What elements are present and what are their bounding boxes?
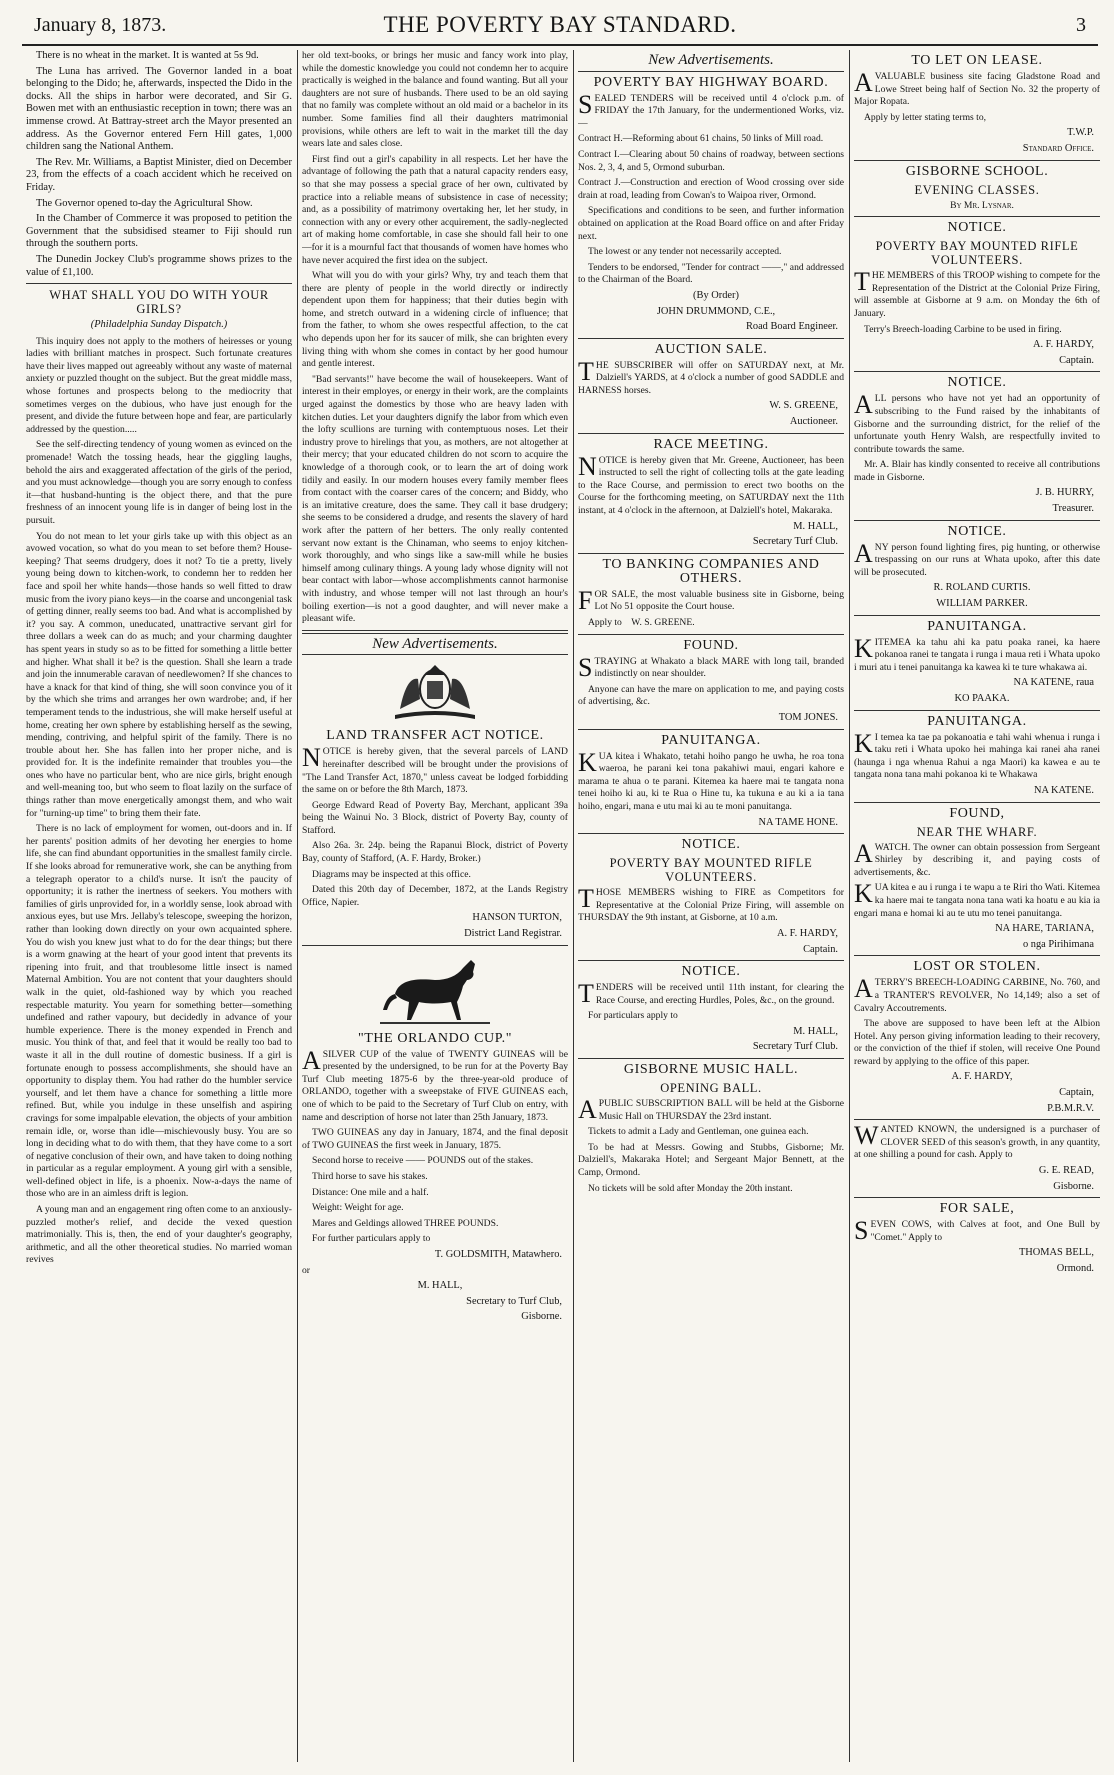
notice-body: STRAYING at Whakato a black MARE with long tail, branded indistinctly on near shoulder. <box>578 652 844 682</box>
notice-subtitle: NEAR THE WHARF. <box>916 824 1038 839</box>
notice-body: K I temea ka tae pa pokanoatia e tahi wahi whenua i runga i taku reti i Whata upoko hei mahinga kai ranei aha ranei (haunga i nga whenua Rahui a nga Maori) ka kawea e au te tangata nona tana mahi pokanoa ki te Whakawa <box>854 728 1100 781</box>
notice-title: PANUITANGA. <box>661 732 761 748</box>
notice-body: THE SUBSCRIBER will offer on SATURDAY next, at Mr. Dalziell's YARDS, at 4 o'clock a number of good SADDLE and HARNESS horses. <box>578 356 844 396</box>
notice-body: No tickets will be sold after Monday the 20th instant. <box>588 1182 793 1194</box>
drop-cap: T <box>578 356 594 386</box>
signature: Treasurer. <box>1052 503 1094 515</box>
signature: o nga Pirihimana <box>1023 938 1094 950</box>
article-paragraph: This inquiry does not apply to the mothers of heiresses or young ladies with brilliant matches in prospect. Such fortunate creatures have their lives mapped out agreeably without any waste of maternal anxiety or puzzled thought on the subject. But the great middle mass, whose fortunes and prospects belong to the mediocrity that sometimes verges on the dubious, who have just enough for the present, and divide the future between hope and fear, are particularly addressed by the question..... <box>26 335 292 435</box>
notice-body: Tenders to be endorsed, "Tender for contract ——," and addressed to the Chairman of the Board. <box>578 261 844 286</box>
notice-body: Also 26a. 3r. 24p. being the Rapanui Block, district of Poverty Bay, county of Stafford, (A. F. Hardy, Broker.) <box>302 840 568 865</box>
drop-cap: A <box>854 68 873 97</box>
drop-cap: S <box>854 1216 869 1246</box>
racehorse-icon <box>375 950 495 1028</box>
article-paragraph: What will you do with your girls? Why, try and teach them that there are plenty of people in the world directly or indirectly dependent upon them for happiness; that their duties begin with home, and stretch outward in a widening circle of influence; that from the father, to whom she owes respectful affection, to the cat who depends upon her for its saucer of milk, she can brighten every living thing with whom she comes in contact by her good humour and gentle interest. <box>302 270 568 370</box>
signature: Road Board Engineer. <box>745 321 838 333</box>
divider <box>854 520 1100 521</box>
signature: M. HALL, <box>417 1280 463 1292</box>
notice-title: RACE MEETING. <box>653 436 769 452</box>
column-3 <box>578 50 844 1765</box>
notice-body: AVALUABLE business site facing Gladstone Road and Lowe Street being half of Section No. 32 the property of Major Ropata. <box>854 68 1100 108</box>
royal-coat-of-arms-icon <box>380 659 490 725</box>
signature: HANSON TURTON, <box>472 912 562 924</box>
signature: Captain. <box>803 943 838 955</box>
notice-byline: By Mr. Lysnar. <box>950 199 1014 211</box>
notice-body: Contract I.—Clearing about 50 chains of roadway, between sections Nos. 2, 3, 4, and 5, Ormond suburban. <box>578 148 844 173</box>
column-rule <box>849 50 850 1762</box>
signature: M. HALL, <box>793 1025 838 1037</box>
notice-body: To be had at Messrs. Gowing and Stubbs, Gisborne; Mr. Dalziell's, Makaraka Hotel; and Sergeant Major Bennett, at the Camp, Ormond. <box>578 1141 844 1179</box>
notice-title: NOTICE. <box>681 837 741 853</box>
divider <box>854 955 1100 956</box>
news-item: In the Chamber of Commerce it was proposed to petition the Government that the subsidised steamer to Fiji should run through the southern ports. <box>26 213 292 250</box>
signature: (By Order) <box>693 289 739 301</box>
notice-body: For further particulars apply to <box>312 1233 431 1245</box>
drop-cap: A <box>854 538 873 568</box>
notice-title: POVERTY BAY HIGHWAY BOARD. <box>593 74 829 90</box>
signature: G. E. READ, <box>1038 1165 1094 1177</box>
column-2 <box>302 50 568 1765</box>
notice-title: LAND TRANSFER ACT NOTICE. <box>326 728 544 744</box>
notice-body: Mr. A. Blair has kindly consented to receive all contributions made in Gisborne. <box>854 459 1100 483</box>
drop-cap: A <box>578 1095 597 1125</box>
notice-body: Weight: Weight for age. <box>312 1202 404 1214</box>
notice-title: FOUND. <box>683 637 739 653</box>
drop-cap: K <box>854 879 873 909</box>
signature: TOM JONES. <box>778 711 838 723</box>
signature: NA TAME HONE. <box>758 816 838 828</box>
issue-date: January 8, 1873. <box>34 14 167 36</box>
signature: Auctioneer. <box>789 416 838 428</box>
notice-title: NOTICE. <box>681 964 741 980</box>
article-title: WHAT SHALL YOU DO WITH YOUR GIRLS? <box>49 288 269 317</box>
notice-body: Anyone can have the mare on application to me, and paying costs of advertising, &c. <box>578 683 844 708</box>
drop-cap: N <box>302 743 321 773</box>
notice-body: Mares and Geldings allowed THREE POUNDS. <box>312 1217 499 1229</box>
notice-title: GISBORNE SCHOOL. <box>905 163 1049 179</box>
signature: T. GOLDSMITH, Matawhero. <box>434 1248 562 1260</box>
signature: Ormond. <box>1056 1263 1094 1274</box>
notice-body: ASILVER CUP of the value of TWENTY GUINEAS will be presented by the undersigned, to be run for at the Poverty Bay Turf Club meeting 1875-6 by the three-year-old produce of ORLANDO, together with a sweepstake of FIVE GUINEAS each, one of which to be paid to the Secretary of Turf Club on entry, with name and description of horse not later than 25th January, 1873. <box>302 1045 568 1123</box>
drop-cap: F <box>578 585 593 615</box>
signature: P.B.M.R.V. <box>1047 1102 1094 1114</box>
notice-body: NOTICE is hereby given that Mr. Greene, Auctioneer, has been instructed to sell the right of collecting tolls at the gate leading to the Race Course, and permission to erect two booths on the Course for the forthcoming meeting, on SATURDAY next the 11th instant, at 4 o'clock in the afternoon, at Dalziell's hotel, Makaraka. <box>578 451 844 517</box>
divider <box>578 833 844 834</box>
article-paragraph: There is no lack of employment for women, out-doors and in. If her parents' position admits of her devoting her energies to home life, she can find abundant opportunities in the smallest family circle. If she looks abroad for remunerative work, she can be anything from a telegraph operator to a child's nurse. It isn't the paucity of opportunity; it is rather the inertness of seekers. You mothers with families of girls unprovided for, in a worldly sense, look abroad with anxious eyes, but use Mrs. Jellaby's telescope, sweeping the horizon, rather than looking down directly on your own acquainted sphere. You do wish you knew just what to do for the dear things; but there is a worm gnawing at the heart of your good intent that prevents its ripening into fruit, and that troublesome little insect is named Maternal Ambition. You are not content that your daughters should walk in the quiet, old-fashioned way by which you reached respectable maturity. You yearn for something better—something undefined and rather vapoury, but decidedly in advance of your humble experience. There is the money expended in French and music. You think of that, and feel that it would be really too bad to waste it all in the dull routine of domestic business. If a girl is fortunate enough to possess accomplishments, she should have an opportunity to display them. You had rather do the humbler service yourself, and let them have a chance for something a little more refined. But, while you indulge in these unselfish and aspiring cravings for some impalpable elevation, the objects of your ambition remain idle, or, worse than idle—mischievously busy. You are so long in deciding what to do with them, that they have come to a sort of negative conclusion of their own, and have taken to doing nothing in particular as a regular employment. A young girl with a sensible, well-defined object in life, is a phoenix. Now-a-days the name of those who are in an aimless drift is legion. <box>26 823 292 1200</box>
notice-title: GISBORNE MUSIC HALL. <box>623 1062 799 1078</box>
notice-subtitle: POVERTY BAY MOUNTED RIFLE VOLUNTEERS. <box>609 856 813 885</box>
masthead <box>22 6 1098 46</box>
notice-body: TWO GUINEAS any day in January, 1874, and the final deposit of TWO GUINEAS the first week in January, 1875. <box>302 1127 568 1151</box>
notice-body: SEALED TENDERS will be received until 4 o'clock p.m. of FRIDAY the 17th January, for the undermentioned Works, viz.— <box>578 89 844 129</box>
notice-body: TENDERS will be received until 11th instant, for clearing the Race Course, and erecting Hurdles, Poles, &c., on the ground. <box>578 979 844 1009</box>
signature: Captain. <box>1059 354 1094 366</box>
drop-cap: N <box>578 451 597 481</box>
notice-subtitle: POVERTY BAY MOUNTED RIFLE VOLUNTEERS. <box>875 239 1079 268</box>
signature: JOHN DRUMMOND, C.E., <box>656 305 776 317</box>
notice-body: AWATCH. The owner can obtain possession from Sergeant Shirley by describing it, and paying costs of advertisements, &c. <box>854 838 1100 878</box>
divider <box>578 433 844 434</box>
signature-or: or <box>302 1264 310 1276</box>
notice-body: ATERRY'S BREECH-LOADING CARBINE, No. 760, and a TRANTER'S REVOLVER, No 14,149; also a set of Cavalry Accoutrements. <box>854 974 1100 1014</box>
news-item: The Rev. Mr. Williams, a Baptist Minister, died on December 23, from the effects of a coach accident which he received on Friday. <box>26 156 292 193</box>
signature: THOMAS BELL, <box>1018 1247 1094 1259</box>
signature: T.W.P. <box>1067 127 1094 139</box>
drop-cap: A <box>854 974 873 1004</box>
notice-title: PANUITANGA. <box>927 713 1027 729</box>
drop-cap: S <box>578 89 593 119</box>
notice-body: Tickets to admit a Lady and Gentleman, one guinea each. <box>588 1126 809 1138</box>
divider <box>854 216 1100 217</box>
notice-title: PANUITANGA. <box>927 618 1027 634</box>
news-item: The Dunedin Jockey Club's programme shows prizes to the value of £1,100. <box>26 253 292 278</box>
notice-subtitle: EVENING CLASSES. <box>914 182 1040 197</box>
signature: Captain, <box>1059 1087 1094 1099</box>
new-advertisements-banner: New Advertisements. <box>648 52 774 68</box>
notice-title: FOUND, <box>949 805 1005 821</box>
divider <box>578 338 844 339</box>
notice-body: WANTED KNOWN, the undersigned is a purchaser of CLOVER SEED of this season's growth, in any quantity, at one shilling a pound for cash. Apply to <box>854 1121 1100 1161</box>
column-4 <box>854 50 1100 1765</box>
signature: WILLIAM PARKER. <box>936 598 1028 610</box>
notice-body: KUA kitea e au i runga i te wapu a te Riri tho Wati. Kitemea ka haere mai te tangata nona tana wati ka hoatu e au kia ia engari mana e homai ki au te utu mo tenei panuitanga. <box>854 879 1100 919</box>
drop-cap: K <box>854 728 873 758</box>
divider <box>854 371 1100 372</box>
notice-title: NOTICE. <box>947 523 1007 539</box>
notice-body: KITEMEA ka tahu ahi ka patu poaka ranei, ka haere pokanoa ranei te tangata i runga i maua reti i Whata upoko i muri atu i tenei panuitanga ka kawea ki te ture whakawa ai. <box>854 633 1100 673</box>
divider <box>578 960 844 961</box>
article-paragraph: her old text-books, or brings her music and fancy work into play, while the domestic knowledge you could not condemn her to acquire practically is weighed in the balance and found wanting. But all your daughters are not sure of husbands. There used to be an old saying that no family was complete without an old maid or a bachelor in its number. Some families find all their daughters matrimonial provisions, while others are left to wait in the market till the day wears late and sales close. <box>302 50 568 150</box>
article-paragraph: A young man and an engagement ring often come to an anxiously-puzzled mother's relief, and decide the vexed question matrimonially. This is, then, the end of your daughter's geography, arithmetic, and all the other theoretical studies. No married woman revives <box>26 1204 292 1266</box>
notice-body: FOR SALE, the most valuable business site in Gisborne, being Lot No 51 opposite the Court house. <box>578 585 844 615</box>
notice-title: NOTICE. <box>947 375 1007 391</box>
signature: A. F. HARDY, <box>951 1071 1013 1083</box>
divider <box>854 615 1100 616</box>
divider <box>578 553 844 554</box>
notice-body: Specifications and conditions to be seen, and further information obtained on application at the Road Board office on and after Friday next. <box>578 205 844 242</box>
notice-body: ALL persons who have not yet had an opportunity of subscribing to the Fund raised by the inhabitants of Gisborne and the surrounding district, for the relief of the unfortunate youth Henry Walsh, are respectfully invited to contribute towards the same. <box>854 390 1100 455</box>
notice-body: Contract H.—Reforming about 61 chains, 50 links of Mill road. <box>578 133 824 145</box>
notice-body: George Edward Read of Poverty Bay, Merchant, applicant 39a being the Wainui No. 3 Block, district of Poverty Bay, county of Stafford. <box>302 799 568 836</box>
notice-body: KUA kitea i Whakato, tetahi hoiho pango he uwha, he roa tona waeroa, he parani kei tona pakahiwi maui, engari kahore e marama te ahua o te parani. Kitemea ka haere mai te tangata nona tenei hoiho ki au, ki te Rua o Hine tu, ka tukuna e au ki a ia tana hoiho, engari, mana e utu mai ki au te moni panuitanga. <box>578 747 844 812</box>
divider <box>578 71 844 72</box>
signature: J. B. HURRY, <box>1035 487 1094 499</box>
signature: Secretary to Turf Club, <box>466 1295 562 1307</box>
divider <box>854 1197 1100 1198</box>
divider <box>578 634 844 635</box>
drop-cap: A <box>854 838 873 868</box>
news-item: There is no wheat in the market. It is wanted at 5s 9d. <box>36 50 259 61</box>
drop-cap: K <box>854 633 873 663</box>
notice-body: APUBLIC SUBSCRIPTION BALL will be held at the Gisborne Music Hall on THURSDAY the 23rd instant. <box>578 1095 844 1125</box>
signature: Secretary Turf Club. <box>752 536 838 548</box>
notice-title: TO BANKING COMPANIES AND OTHERS. <box>602 556 820 586</box>
signature: A. F. HARDY, <box>776 927 838 939</box>
notice-title: FOR SALE, <box>939 1201 1015 1217</box>
signature: NA KATENE. <box>1033 784 1094 796</box>
notice-body: Second horse to receive —— POUNDS out of the stakes. <box>312 1155 534 1167</box>
notice-body: Diagrams may be inspected at this office. <box>312 868 471 880</box>
new-advertisements-banner: New Advertisements. <box>372 635 498 652</box>
drop-cap: W <box>854 1121 879 1151</box>
column-1 <box>26 50 292 1765</box>
article-source: (Philadelphia Sunday Dispatch.) <box>90 319 228 331</box>
signature: Gisborne. <box>521 1311 562 1323</box>
signature: Standard Office. <box>1022 142 1094 154</box>
notice-body: Terry's Breech-loading Carbine to be used in firing. <box>864 323 1062 335</box>
divider <box>854 710 1100 711</box>
notice-title: TO LET ON LEASE. <box>911 53 1043 68</box>
notice-body: ANY person found lighting fires, pig hunting, or otherwise trespassing on our runs at Whata upoko, after this date will be prosecuted. <box>854 538 1100 578</box>
article-paragraph: See the self-directing tendency of young women as evinced on the promenade! Watch the tossing heads, hear the giggling laughs, behold the airs and exaggerated affectation of the girls of the period, and you must acknowledge—though you are sorry enough to confess it—that husband-hunting is the object there, and that the pure freshness of an innocent young life is in danger of being lost in the pursuit. <box>26 439 292 526</box>
notice-body: NOTICE is hereby given, that the several parcels of LAND hereinafter described will be brought under the provisions of "The Land Transfer Act, 1870," unless caveat be lodged forbidding the same on or before the 8th March, 1873. <box>302 743 568 796</box>
signature: NA KATENE, raua <box>1013 677 1094 689</box>
news-item: The Governor opened to-day the Agricultural Show. <box>36 197 253 209</box>
notice-body: Distance: One mile and a half. <box>312 1186 429 1198</box>
notice-body: Contract J.—Construction and erection of Wood crossing over side drain at road, leading from Cowan's to Waipoa river, Ormond. <box>578 177 844 201</box>
notice-body: SEVEN COWS, with Calves at foot, and One Bull by "Comet." Apply to <box>854 1216 1100 1246</box>
divider <box>26 283 292 284</box>
signature: KO PAAKA. <box>954 693 1010 704</box>
drop-cap: K <box>578 747 597 777</box>
notice-subtitle: OPENING BALL. <box>660 1081 762 1096</box>
notice-body: The above are supposed to have been left at the Albion Hotel. Any person giving information leading to their recovery, or the conviction of the thief if stolen, will receive One Pound reward by applying to the office of this paper. <box>854 1018 1100 1067</box>
divider <box>578 729 844 730</box>
signature: A. F. HARDY, <box>1032 339 1094 351</box>
notice-body: THE MEMBERS of this TROOP wishing to compete for the Representation of the District at the Colonial Prize Firing, will assemble at Gisborne at 9 a.m. on Monday the 6th of January. <box>854 267 1100 319</box>
signature: W. S. GREENE, <box>769 400 838 412</box>
drop-cap: A <box>854 390 873 420</box>
column-rule <box>573 50 574 1762</box>
notice-body: THOSE MEMBERS wishing to FIRE as Competitors for Representative at the Colonial Prize Firing, will assemble on THURSDAY the 9th instant, at Gisborne, at 10 a.m. <box>578 884 844 924</box>
signature: M. HALL, <box>793 520 838 532</box>
signature: Gisborne. <box>1053 1180 1094 1192</box>
divider <box>854 1119 1100 1120</box>
notice-body: Third horse to save his stakes. <box>312 1170 428 1182</box>
drop-cap: T <box>854 267 870 297</box>
drop-cap: S <box>578 652 593 682</box>
divider <box>578 1058 844 1059</box>
notice-body: Dated this 20th day of December, 1872, at the Lands Registry Office, Napier. <box>302 884 568 908</box>
notice-title: NOTICE. <box>947 220 1007 236</box>
divider <box>302 654 568 655</box>
notice-body: For particulars apply to <box>588 1010 678 1022</box>
divider <box>854 160 1100 161</box>
column-rule <box>297 50 298 1762</box>
divider <box>854 802 1100 803</box>
notice-title: LOST OR STOLEN. <box>913 959 1041 975</box>
notice-title: "THE ORLANDO CUP." <box>357 1030 513 1046</box>
divider <box>302 945 568 946</box>
article-paragraph: "Bad servants!" have become the wail of housekeepers. Want of interest in their employes, or energy in their work, are the complaints urged against the domestics by those who are heavy laden with kitchen duties. Let your daughters dignify the labor from which even the lofty scullions are turning with contemptuous noses. Let their industry prove to hirelings that you, as mothers, are not altogether at their mercy; that your educated children do not scorn to acquire the knowledge of a thorough cook, or to learn the art of doing work tidily and easily. In our modern houses every family member flees from contact with the coarser cares of the concern; and Biddy, who is an imitative creature, does the same. They call it base drudgery; she seems to be considered a drudge, and resents the slavery of hard work after the pattern of her betters. The only really contented servant now extant is the Chinaman, who seems to enjoy kitchen-work thoroughly, and who sings like a saw-mill while he busies himself among culinary things. A young lady whose dignity will not bear contact with labor—whose accomplishments cannot harmonise with industry, and whose temper will not last through an hour's boiling exertion—is not a good daughter, and will never make a pleasant wife. <box>302 373 568 625</box>
page-number: 3 <box>1076 14 1086 36</box>
notice-body: The lowest or any tender not necessarily accepted. <box>588 246 782 258</box>
notice-body: Apply to W. S. GREENE. <box>588 617 695 628</box>
signature: NA HARE, TARIANA, <box>995 923 1094 935</box>
notice-title: AUCTION SALE. <box>654 341 768 357</box>
divider <box>302 630 568 634</box>
paper-title: THE POVERTY BAY STANDARD. <box>383 12 737 37</box>
signature: District Land Registrar. <box>464 928 562 940</box>
signature: Secretary Turf Club. <box>752 1041 838 1053</box>
drop-cap: A <box>302 1045 321 1075</box>
drop-cap: T <box>578 979 594 1009</box>
article-paragraph: First find out a girl's capability in all respects. Let her have the advantage of following the path that a natural capacity renders easy, so that she may possess a special grace of her own, cultivated by practice into a reliable means of subsistence in case of necessity; and, as a possibility of matrimony overtaking her, let her study, in connection with any or every other acquirement, the sadly-neglected art of making home comfortable, in case she should fall heir to one—for it is a mournful fact that thousands of women have homes who have never acquired the first idea on the subject. <box>302 153 568 266</box>
drop-cap: T <box>578 884 594 914</box>
notice-body: Apply by letter stating terms to, <box>864 111 987 123</box>
signature: R. ROLAND CURTIS. <box>933 582 1031 594</box>
article-paragraph: You do not mean to let your girls take up with this object as an avowed vocation, so what do you mean to set before them? House-keeping? That seems drudgery, does it not? To tie a pretty, lively young being down to kitchen-work, to condemn her to redden her face and spoil her white hands—those hands so well fitted to draw music from the ivory piano keys—in the coarse and uncongenial task of getting dinner, really seems too bad. And what is accomplished by it? you say. A common, uneducated, unattractive servant girl for three dollars a week can do as much; and your charming daughter has spent years in study so as to be fitted for something a little better and higher. What shall it be? is the question. Shall she learn a trade and join the innumerable caravan of needlewomen? If she chances to have a knack for that kind of thing, she will soon convince you of it by the which she trims and arranges her own wardrobe; and, if her temperament tends to the industrious, she will make herself useful at home, creating her own sphere by establishing herself as the sewing, mending, contriving, and helpful spirit of the family. There is no trouble about her. She has fallen into her proper niche, and is provided for. It is the indefinite remainder that troubles you—the ones who have no particular bent, who are nice girls, bright enough and well-meaning too, but who seem to float lazily on the surface of things rather than move energetically amongst them, and who wait for "turning-up time" to bring them their fate. <box>26 530 292 819</box>
news-item: The Luna has arrived. The Governor landed in a boat belonging to the Dido; he, afterwards, inspected the Dido in the docks. All the ships in harbor were decorated, and Sir G. Bowen met with an enthusiastic reception in town; there was an immense crowd. At Battray-street arch the Mayor presented an address. As the Governor entered Fern Hill gates, 1,000 children sang the National Anthem. <box>26 65 292 153</box>
